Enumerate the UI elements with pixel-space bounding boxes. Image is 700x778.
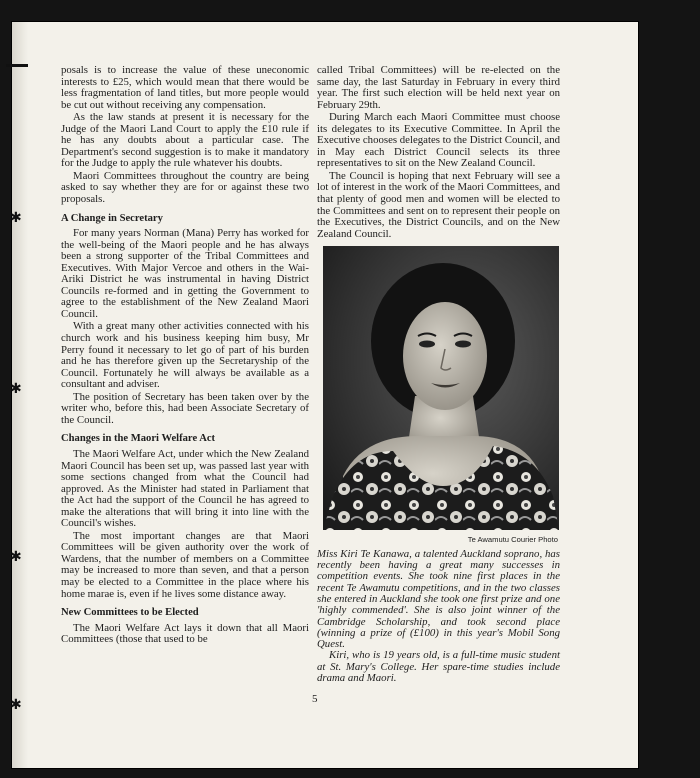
staple-mark: ✱	[10, 210, 22, 226]
paragraph: called Tribal Committees) will be re-elected on the same day, the last Saturday in February in every third year. The first such election will be held next year on February 29th.	[317, 64, 560, 111]
photo-credit: Te Awamutu Courier Photo	[467, 535, 558, 545]
staple-mark: ✱	[10, 381, 22, 397]
paragraph: The Maori Welfare Act, under which the New Zealand Maori Council has been set up, was passed last year with some sections changed from what the Council had approved. As the Minister had stated in Parliament that the Act had the support of the Council he has agreed to make the alterations that will bring it into line with the Council's wishes.	[61, 447, 309, 530]
section-heading: New Committees to be Elected	[61, 607, 199, 619]
right-column	[317, 65, 560, 684]
paragraph: The position of Secretary has been taken over by the writer who, before this, had been Associate Secretary of the Council.	[61, 390, 309, 426]
paragraph: During March each Maori Committee must choose its delegates to its Executive Committee. In April the Executive chooses delegates to the District Council, and in May each District Council selects its three representatives to sit on the New Zealand Council.	[317, 111, 560, 170]
caption-paragraph: Kiri, who is 19 years old, is a full-time music student at St. Mary's College. Her spare-time studies include drama and Maori.	[317, 649, 560, 685]
magazine-page	[12, 22, 638, 768]
paragraph: With a great many other activities connected with his church work and his business keeping him busy, Mr Perry found it necessary to let go of part of his burden and he has therefore given up the Secretaryship of the Council. Fortunately he will always be available as a consultant and adviser.	[61, 320, 309, 391]
photo-caption	[317, 549, 560, 685]
paragraph: As the law stands at present it is necessary for the Judge of the Maori Land Court to apply the £10 rule if he has any doubts about a particular case. The Department's second suggestion is to make it mandatory for the Judge to apply the rule whatever his doubts.	[61, 111, 309, 170]
portrait-photo	[323, 246, 559, 530]
paragraph: The Council is hoping that next February will see a lot of interest in the work of the Maori Committees, and that plenty of good men and women will be elected to the Committees and sent on to represent their people on the Executives, the District Councils, and on the New Zealand Council.	[317, 169, 560, 240]
left-column	[61, 65, 309, 647]
paragraph: Maori Committees throughout the country are being asked to say whether they are for or against these two proposals.	[61, 169, 309, 206]
page-number: 5	[312, 693, 318, 705]
paragraph: The most important changes are that Maori Committees will be given authority over the work of Wardens, that the number of members on a Committee may be increased to more than seven, and that a person may be elected to a Committee in the place where his home marae is, even if he lives some distance away.	[61, 529, 309, 600]
section-heading: A Change in Secretary	[61, 212, 163, 224]
staple-mark: ✱	[10, 697, 22, 713]
section-heading: Changes in the Maori Welfare Act	[61, 433, 216, 445]
caption-paragraph: Miss Kiri Te Kanawa, a talented Auckland soprano, has recently been having a great many successes in competition events. She took nine first places in the recent Te Awamutu competitions, and in the two classes she entered in Auckland she took one first prize and one 'highly commended'. She is also joint winner of the Cambridge Scholarship, and took second place (winning a prize of (£100) in this year's Mobil Song Quest.	[317, 547, 560, 651]
paragraph: The Maori Welfare Act lays it down that all Maori Committees (those that used to be	[61, 621, 309, 646]
paragraph: For many years Norman (Mana) Perry has worked for the well-being of the Maori people and he has always been a strong supporter of the Tribal Committees and Executives. With Major Vercoe and others in the Wai-Ariki District he was instrumental in having District Councils re-formed and in getting the Government to agree to the establishment of the New Zealand Maori Council.	[61, 227, 309, 320]
staple-mark: ✱	[10, 549, 22, 565]
paragraph: posals is to increase the value of these uneconomic interests to £25, which would mean that there would be less fragmentation of land titles, but more people would be cut out without receiving any compensation.	[61, 64, 309, 111]
binding-stitch	[6, 64, 28, 67]
